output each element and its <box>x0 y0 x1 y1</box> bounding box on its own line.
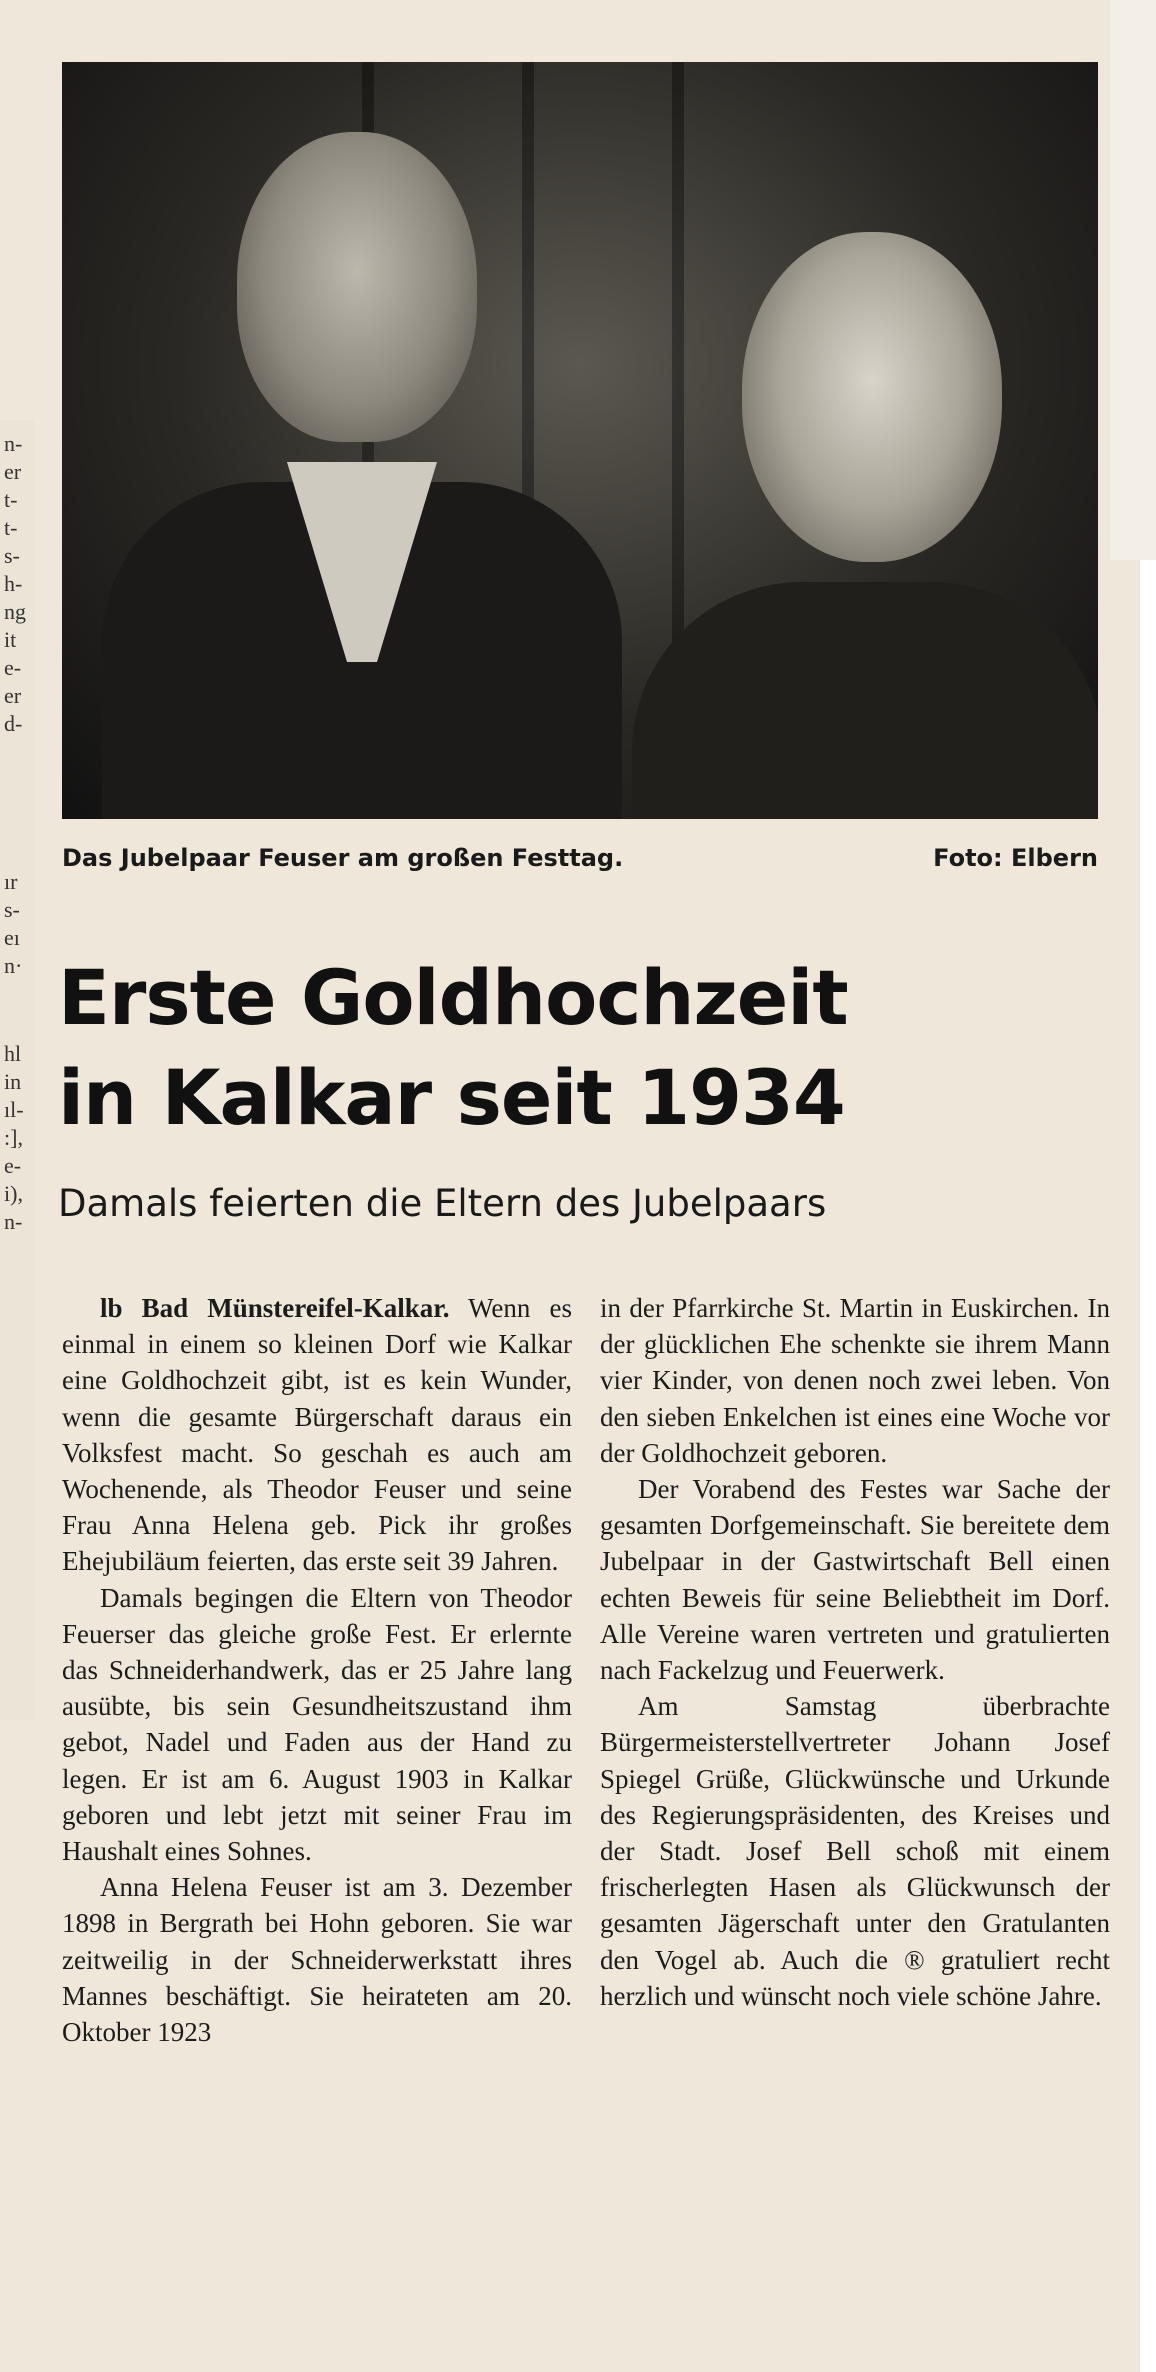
photo-caption <box>62 840 1098 880</box>
photo-credit: Foto: Elbern <box>933 844 1098 872</box>
woman-figure-head <box>742 232 1002 562</box>
woman-figure-body <box>632 582 1098 819</box>
article-column-2 <box>600 1290 1110 2014</box>
dateline: lb Bad Münstereifel-Kalkar. <box>100 1293 450 1323</box>
subheadline: Damals feierten die Eltern des Jubelpaars <box>58 1182 827 1225</box>
article-column-1 <box>62 1290 572 2050</box>
headline <box>58 948 1098 1148</box>
adjacent-column-fragment-mid: ır s- eı n· <box>4 869 23 978</box>
caption-text: Das Jubelpaar Feuser am großen Festtag. <box>62 844 624 872</box>
article-paragraph: Der Vorabend des Festes war Sache der gesamten Dorfgemeinschaft. Sie bereitete dem Jubelpaar in der Gastwirtschaft Bell einen echten Beweis für seine Beliebtheit im Dorf. Alle Vereine waren vertreten und gratulierten nach Fackelzug und Feuerwerk. <box>600 1474 1110 1686</box>
headline-line-1: Erste Goldhochzeit <box>58 953 848 1042</box>
adjacent-column-fragment-lower: hl in ıl- :], e- i), n- <box>4 1041 24 1234</box>
article-paragraph: in der Pfarrkirche St. Martin in Euskirchen. In der glücklichen Ehe schenkte sie ihrem Mann vier Kinder, von denen noch zwei leben. Von den sieben Enkelchen ist eines eine Woche vor der Goldhochzeit geboren. <box>600 1293 1110 1468</box>
paragraph-text: Wenn es einmal in einem so kleinen Dorf wie Kalkar eine Goldhochzeit gibt, ist es kein Wunder, wenn die gesamte Bürgerschaft daraus ein Volksfest macht. So geschah es auch am Wochenende, als Theodor Feuser und seine Frau Anna Helena geb. Pick ihr großes Ehejubiläum feierten, das erste seit 39 Jahren. <box>62 1293 573 1577</box>
couple-photo <box>62 62 1098 819</box>
right-paper-edge <box>1110 0 1156 560</box>
adjacent-column-fragment-top: n- er t- t- s- h- ng it e- er d- <box>4 431 26 736</box>
article-paragraph: Damals begingen die Eltern von Theodor Feuerser das gleiche große Fest. Er erlernte das Schneiderhandwerk, das er 25 Jahre lang ausübte, bis sein Gesundheitszustand ihm gebot, Nadel und Faden aus der Hand zu legen. Er ist am 6. August 1903 in Kalkar geboren und lebt jetzt mit seiner Frau im Haushalt eines Sohnes. <box>62 1582 572 1867</box>
man-figure-head <box>237 132 477 442</box>
article-paragraph: Am Samstag überbrachte Bürgermeisterstellvertreter Johann Josef Spiegel Grüße, Glückwünsche und Urkunde des Regierungspräsidenten, des Kreises und der Stadt. Josef Bell schoß mit einem frischerlegten Hasen als Glückwunsch der gesamten Jägerschaft unter den Gratulanten den Vogel ab. Auch die ® gratuliert recht herzlich und wünscht noch viele schöne Jahre. <box>600 1691 1110 2011</box>
article-paragraph <box>62 1290 572 1580</box>
headline-line-2: in Kalkar seit 1934 <box>58 1053 845 1142</box>
article-paragraph: Anna Helena Feuser ist am 3. Dezember 1898 in Bergrath bei Hohn geboren. Sie war zeitweilig in der Schneiderwerkstatt ihres Mannes beschäftigt. Sie heirateten am 20. Oktober 1923 <box>62 1872 572 2048</box>
